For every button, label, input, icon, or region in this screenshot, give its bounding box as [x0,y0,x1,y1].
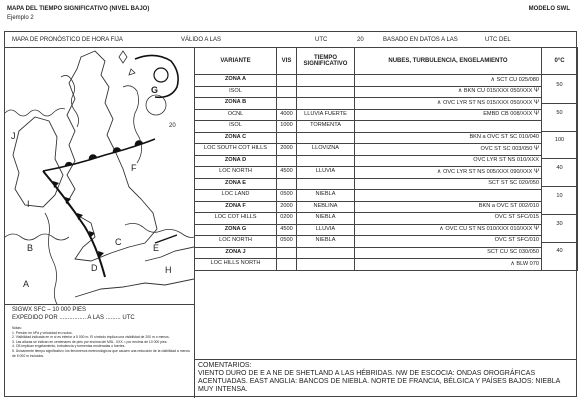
cloud-cell [355,121,542,133]
front-label: 20 [169,123,176,129]
cloud-cell [355,132,542,144]
col-header-vis: VIS [277,48,297,75]
cloud-cell [355,213,542,225]
comments-label: COMENTARIOS: [198,362,252,369]
table-row [195,121,578,133]
weather-cell: NIEBLA [297,190,355,202]
freezing-level-value: 40 [556,248,563,255]
map-footer [5,304,195,398]
table-body [195,75,578,271]
weather-cell: LLOVIZNA [297,144,355,156]
vis-cell: 4000 [277,109,297,121]
table-row [195,247,578,259]
note-item: 2. Visibilidad indicada en m si es inferior a 5 000 m. El símbolo implica una visibilidad de 200 m o menos. [12,335,170,340]
vis-cell [277,86,297,98]
ireland-landmass [13,117,63,207]
variant-cell: LOC COT HILLS [195,213,277,225]
vis-cell: 1000 [277,121,297,133]
zone-label-I: I [27,199,30,209]
table-row [195,236,578,248]
page-subtitle: Ejemplo 2 [7,15,34,21]
table-row [195,167,578,179]
notes-title: Notas: [12,326,22,330]
cloud-text: OVC ST SC 003/050 [480,145,533,152]
weather-cell [297,132,355,144]
cloud-text: OVC CU ST NS 010/XXX 010/XXX [445,226,533,233]
forecast-table [194,47,578,271]
weather-cell: LLUVIA [297,167,355,179]
turbulence-icon: ∧ [510,260,517,267]
variant-cell: LOC SOUTH COT HILLS [195,144,277,156]
col-header-weather: TIEMPO SIGNIFICATIVO [297,48,355,75]
weather-map [5,47,195,305]
weather-cell: NEBLINA [297,201,355,213]
note-item: 1. Presión en hPa y velocidad en nudos. [12,330,73,335]
cloud-text: EMBD CB 008/XXX [483,111,533,118]
freezing-column [542,75,578,271]
zone-label-G: G [151,85,159,95]
notes-block [12,326,190,358]
vis-cell: 0200 [277,213,297,225]
note-item: 3. Las alturas se indican en centenares de pies por encima del MSL. XXX = por encima de 10 000 pies. [12,339,168,344]
col-header-clouds: NUBES, TURBULENCIA, ENGELAMIENTO [355,48,542,75]
vis-cell: 2000 [277,144,297,156]
zone-label-A: A [23,279,30,289]
freezing-level-value: 50 [556,109,563,116]
variant-cell: ZONA E [195,178,277,190]
cloud-cell [355,86,542,98]
weather-cell [297,75,355,87]
zone-label-D: D [91,263,98,273]
zone-label-C: C [115,237,122,247]
vis-cell: 0500 [277,236,297,248]
weather-cell [297,259,355,271]
table-row [195,259,578,271]
vis-cell [277,259,297,271]
chart-sheet [4,31,577,397]
weather-cell: NIEBLA [297,213,355,225]
vis-cell [277,132,297,144]
cloud-cell [355,224,542,236]
variant-cell: OCNL [195,109,277,121]
cloud-cell [355,109,542,121]
variant-cell: ISOL [195,121,277,133]
weather-cell: TORMENTA [297,121,355,133]
h-area-front [155,235,177,243]
weather-cell [297,98,355,110]
freezing-divider [542,242,577,243]
vis-cell [277,247,297,259]
cloud-cell [355,178,542,190]
zone-label-B: B [27,243,34,253]
forecast-label: MAPA DE PRONÓSTICO DE HORA FIJA [12,37,123,43]
swx-range: SIGWX SFC – 10 000 PIES [12,307,87,313]
note-item: 4. CB implican engelamiento, turbulencia y tormentas moderadas o fuertes. [12,344,126,349]
cloud-cell [355,75,542,87]
map-graphic [5,47,194,304]
table-row [195,86,578,98]
zone-g-circle [146,95,166,115]
vis-cell [277,155,297,167]
zone-boundary-4 [5,234,69,240]
shetland-islands [119,51,135,75]
comments-text: VIENTO DURO DE E A NE DE SHETLAND A LAS HÉBRIDAS. NW DE ESCOCIA: ONDAS OROGRÁFICAS ACENTUADAS. EAST ANGLIA: BANCOS DE NIEBLA. NORTE DE FRANCIA, BÉLGICA Y PAÍSES BAJOS: NIEBLA MUY INTENSA. [198,370,560,393]
variant-cell: LOC NORTH [195,236,277,248]
valid-label: VÁLIDO A LAS [181,37,222,43]
cloud-cell [355,201,542,213]
table-row [195,201,578,213]
freezing-divider [542,103,577,104]
vis-cell [277,98,297,110]
table-row [195,98,578,110]
icing-icon: Ψ [532,145,539,152]
icing-icon: Ψ [532,99,539,106]
vis-cell: 4500 [277,224,297,236]
variant-cell: ZONA A [195,75,277,87]
icing-icon: Ψ [532,88,539,95]
variant-cell: ZONA C [195,132,277,144]
turbulence-icon: ∧ [439,226,446,233]
cloud-cell [355,98,542,110]
zone-label-H: H [165,265,172,275]
cloud-cell [355,190,542,202]
table-row [195,213,578,225]
britain-landmass [67,51,160,261]
table-row [195,144,578,156]
freezing-level-value: 100 [554,137,565,144]
turbulence-icon: ∧ [490,76,497,83]
form-header [5,32,576,48]
variant-cell: ISOL [195,86,277,98]
table-row [195,132,578,144]
zone-boundary-6 [45,213,57,304]
comments-section [194,359,577,399]
freezing-level-value: 40 [556,165,563,172]
cloud-text: OVC LYR ST NS 010/XXX [473,156,539,163]
vis-cell: 0500 [277,190,297,202]
zone-label-J: J [11,131,16,141]
icing-icon: Ψ [532,226,539,233]
model-label: MODELO SWL [528,6,570,12]
weather-cell [297,178,355,190]
cloud-text: OVC LYR ST NS 015/XXX 050/XXX [442,99,533,106]
cloud-cell [355,236,542,248]
table-row [195,75,578,87]
cloud-text: OVC ST SFC/010 [494,237,539,244]
issued-by: EXPEDIDO POR ................ A LAS ......... UTC [12,315,135,321]
cloud-cell [355,247,542,259]
freezing-divider [542,214,577,215]
vis-cell [277,178,297,190]
cloud-text: BKN CU 015/XXX 050/XXX [463,88,533,95]
table-row [195,178,578,190]
cloud-text: SCT ST SC 020/050 [488,179,539,186]
cloud-text: BKN a OVC ST 002/010 [478,202,539,209]
weather-cell: LLUVIA FUERTE [297,109,355,121]
col-header-freezing: 0°C [542,48,578,75]
variant-cell: LOC HILLS NORTH [195,259,277,271]
note-item: 5. Únicamente tiempo significativo; los fenómenos meteorológicos que causen una reducción de la visibilidad a menos de 5 000 m incluidos. [12,348,190,358]
cloud-cell [355,167,542,179]
zone-label-F: F [131,163,137,173]
cloud-text: SCT CU 025/080 [496,76,539,83]
freezing-level-value: 10 [556,192,563,199]
table-row [195,109,578,121]
variant-cell: LOC LAND [195,190,277,202]
variant-cell: LOC NORTH [195,167,277,179]
freezing-divider [542,158,577,159]
zone-label-E: E [153,243,160,253]
utc-label-2: UTC DEL [485,37,511,43]
cloud-text: BLW 070 [516,260,539,267]
turbulence-icon: ∧ [457,88,464,95]
table-row [195,224,578,236]
zone-boundary-3 [123,86,142,163]
date-value: 20 [357,37,364,43]
weather-cell [297,155,355,167]
based-label: BASADO EN DATOS A LAS [383,37,458,43]
cloud-text: SCT CU SC 030/050 [487,248,539,255]
weather-cell: NIEBLA [297,236,355,248]
variant-cell: ZONA J [195,247,277,259]
variant-cell: ZONA G [195,224,277,236]
icing-icon: Ψ [532,168,539,175]
utc-label-1: UTC [315,37,328,43]
weather-cell [297,86,355,98]
variant-cell: ZONA F [195,201,277,213]
turbulence-icon: ∧ [436,99,443,106]
vis-cell: 2000 [277,201,297,213]
cloud-cell [355,155,542,167]
cloud-text: OVC LYR ST NS 005/XXX 090/XXX [442,168,533,175]
cloud-text: OVC ST SFC/015 [494,214,539,221]
zone-boundary-5 [125,223,194,237]
cloud-text: BKN a OVC ST SC 010/040 [469,133,539,140]
col-header-variant: VARIANTE [195,48,277,75]
zone-boundary-2 [61,75,79,127]
vis-cell [277,75,297,87]
freezing-divider [542,131,577,132]
cloud-cell [355,144,542,156]
france-coast [75,279,194,297]
table-row [195,190,578,202]
freezing-level-value: 30 [556,220,563,227]
page-title: MAPA DEL TIEMPO SIGNIFICATIVO (NIVEL BAJO) [7,6,150,12]
turbulence-icon: ∧ [436,168,443,175]
variant-cell: ZONA B [195,98,277,110]
vis-cell: 4500 [277,167,297,179]
freezing-divider [542,186,577,187]
weather-cell [297,247,355,259]
table-row [195,155,578,167]
freezing-level-value: 50 [556,81,563,88]
variant-cell: ZONA D [195,155,277,167]
zone-boundary-1 [5,109,65,117]
table-header-row [195,48,578,75]
weather-cell: LLUVIA [297,224,355,236]
icing-icon: Ψ [532,111,539,118]
low-pressure-center [154,68,168,82]
cloud-cell [355,259,542,271]
